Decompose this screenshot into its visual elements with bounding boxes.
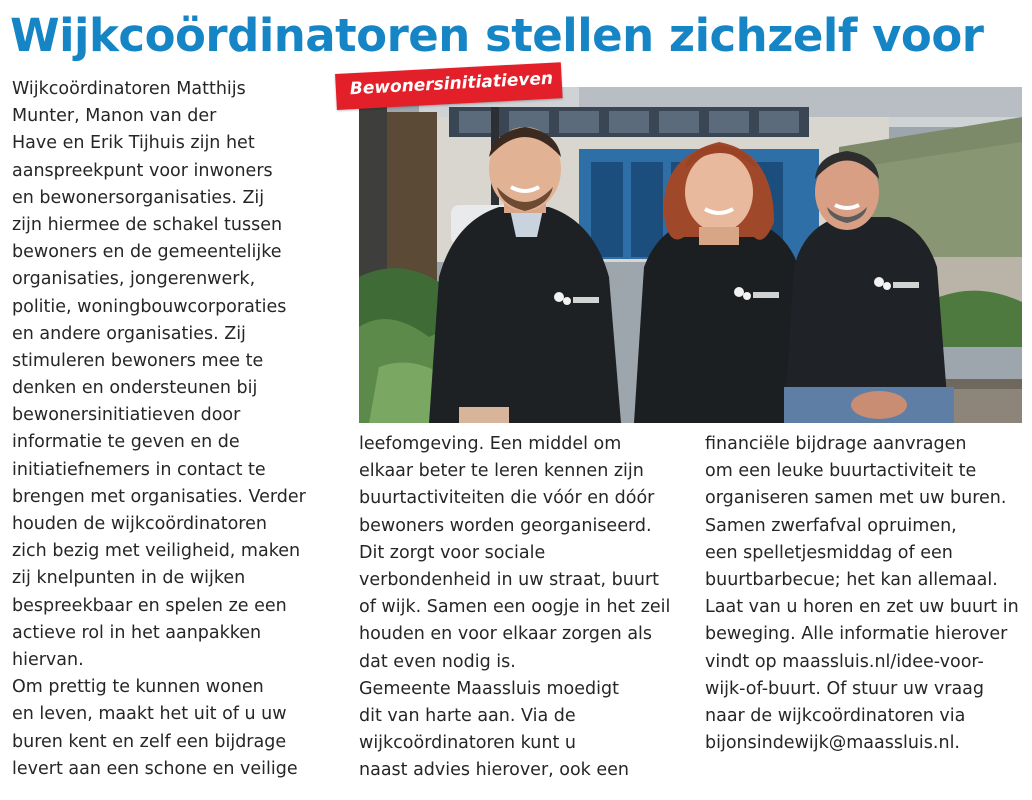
body-text-line: leefomgeving. Een middel om (359, 434, 622, 454)
body-text-line: of wijk. Samen een oogje in het zeil (359, 597, 671, 618)
body-text-line: Have en Erik Tijhuis zijn het (12, 133, 255, 154)
body-text-line: houden en voor elkaar zorgen als (359, 624, 653, 645)
article-headline: Wijkcoördinatoren stellen zichzelf voor (10, 9, 984, 62)
body-text-line: denken en ondersteunen bij (12, 378, 258, 399)
body-text-line: en bewonersorganisaties. Zij (12, 187, 265, 208)
body-text-line: Om prettig te kunnen wonen (12, 677, 264, 698)
body-text-line: buren kent en zelf een bijdrage (12, 731, 287, 752)
article-column-3 (705, 431, 1019, 757)
body-text-line: een spelletjesmiddag of een (705, 542, 953, 563)
body-text-line: en andere organisaties. Zij (12, 323, 246, 344)
article-column-1 (12, 76, 306, 783)
body-text-line: bewoners worden georganiseerd. (359, 515, 652, 536)
body-text-line: Wijkcoördinatoren Matthijs (12, 79, 246, 99)
body-text-line: wijkcoördinatoren kunt u (359, 733, 576, 754)
body-text-line: Gemeente Maassluis moedigt (359, 678, 619, 699)
body-text-line: financiële bijdrage aanvragen (705, 434, 967, 454)
body-text-line: bespreekbaar en spelen ze een (12, 595, 287, 616)
body-text-line: verbondenheid in uw straat, buurt (359, 569, 660, 590)
body-text-line: bewonersinitiatieven door (12, 405, 241, 426)
body-text-line: elkaar beter te leren kennen zijn (359, 461, 644, 482)
body-text-line: om een leuke buurtactiviteit te (705, 461, 977, 482)
body-text-line: buurtactiviteiten die vóór en dóór (359, 488, 655, 509)
body-text-line: organiseren samen met uw buren. (705, 488, 1007, 509)
body-text-line: en leven, maakt het uit of u uw (12, 704, 287, 725)
body-text-line: hiervan. (12, 649, 84, 670)
body-text-line: brengen met organisaties. Verder (12, 486, 306, 507)
body-text-line: Laat van u horen en zet uw buurt in (705, 597, 1019, 618)
body-text-line: zich bezig met veiligheid, maken (12, 541, 301, 562)
body-text-line: houden de wijkcoördinatoren (12, 514, 267, 534)
body-text-line: dat even nodig is. (359, 651, 516, 672)
body-text-line: Munter, Manon van der (12, 106, 217, 127)
body-text-line: bijonsindewijk@maassluis.nl. (705, 733, 960, 754)
body-text-line: initiatiefnemers in contact te (12, 459, 266, 480)
body-text-line: organisaties, jongerenwerk, (12, 269, 256, 290)
body-text-line: naar de wijkcoördinatoren via (705, 705, 966, 726)
body-text-line: zijn hiermee de schakel tussen (12, 214, 283, 235)
body-text-line: aanspreekpunt voor inwoners (12, 160, 273, 181)
category-tag-label: Bewonersinitiatieven (349, 68, 554, 100)
body-text-line: stimuleren bewoners mee te (12, 350, 264, 371)
body-text-line: beweging. Alle informatie hierover (705, 624, 1008, 645)
body-text-line: actieve rol in het aanpakken (12, 622, 262, 643)
article-column-2 (359, 431, 670, 784)
body-text-line: bewoners en de gemeentelijke (12, 242, 282, 263)
body-text-line: naast advies hierover, ook een (359, 760, 629, 781)
body-text-line: vindt op maassluis.nl/idee-voor- (705, 651, 984, 672)
body-text-line: wijk-of-buurt. Of stuur uw vraag (705, 678, 985, 699)
body-text-line: Dit zorgt voor sociale (359, 542, 546, 563)
body-text-line: dit van harte aan. Via de (359, 705, 576, 726)
body-text-line: Samen zwerfafval opruimen, (705, 515, 957, 536)
body-text-line: informatie te geven en de (12, 432, 240, 453)
article-photo (359, 87, 1022, 423)
body-text-line: zij knelpunten in de wijken (12, 568, 246, 589)
body-text-line: politie, woningbouwcorporaties (12, 296, 287, 317)
body-text-line: buurtbarbecue; het kan allemaal. (705, 569, 998, 590)
body-text-line: levert aan een schone en veilige (12, 758, 298, 779)
